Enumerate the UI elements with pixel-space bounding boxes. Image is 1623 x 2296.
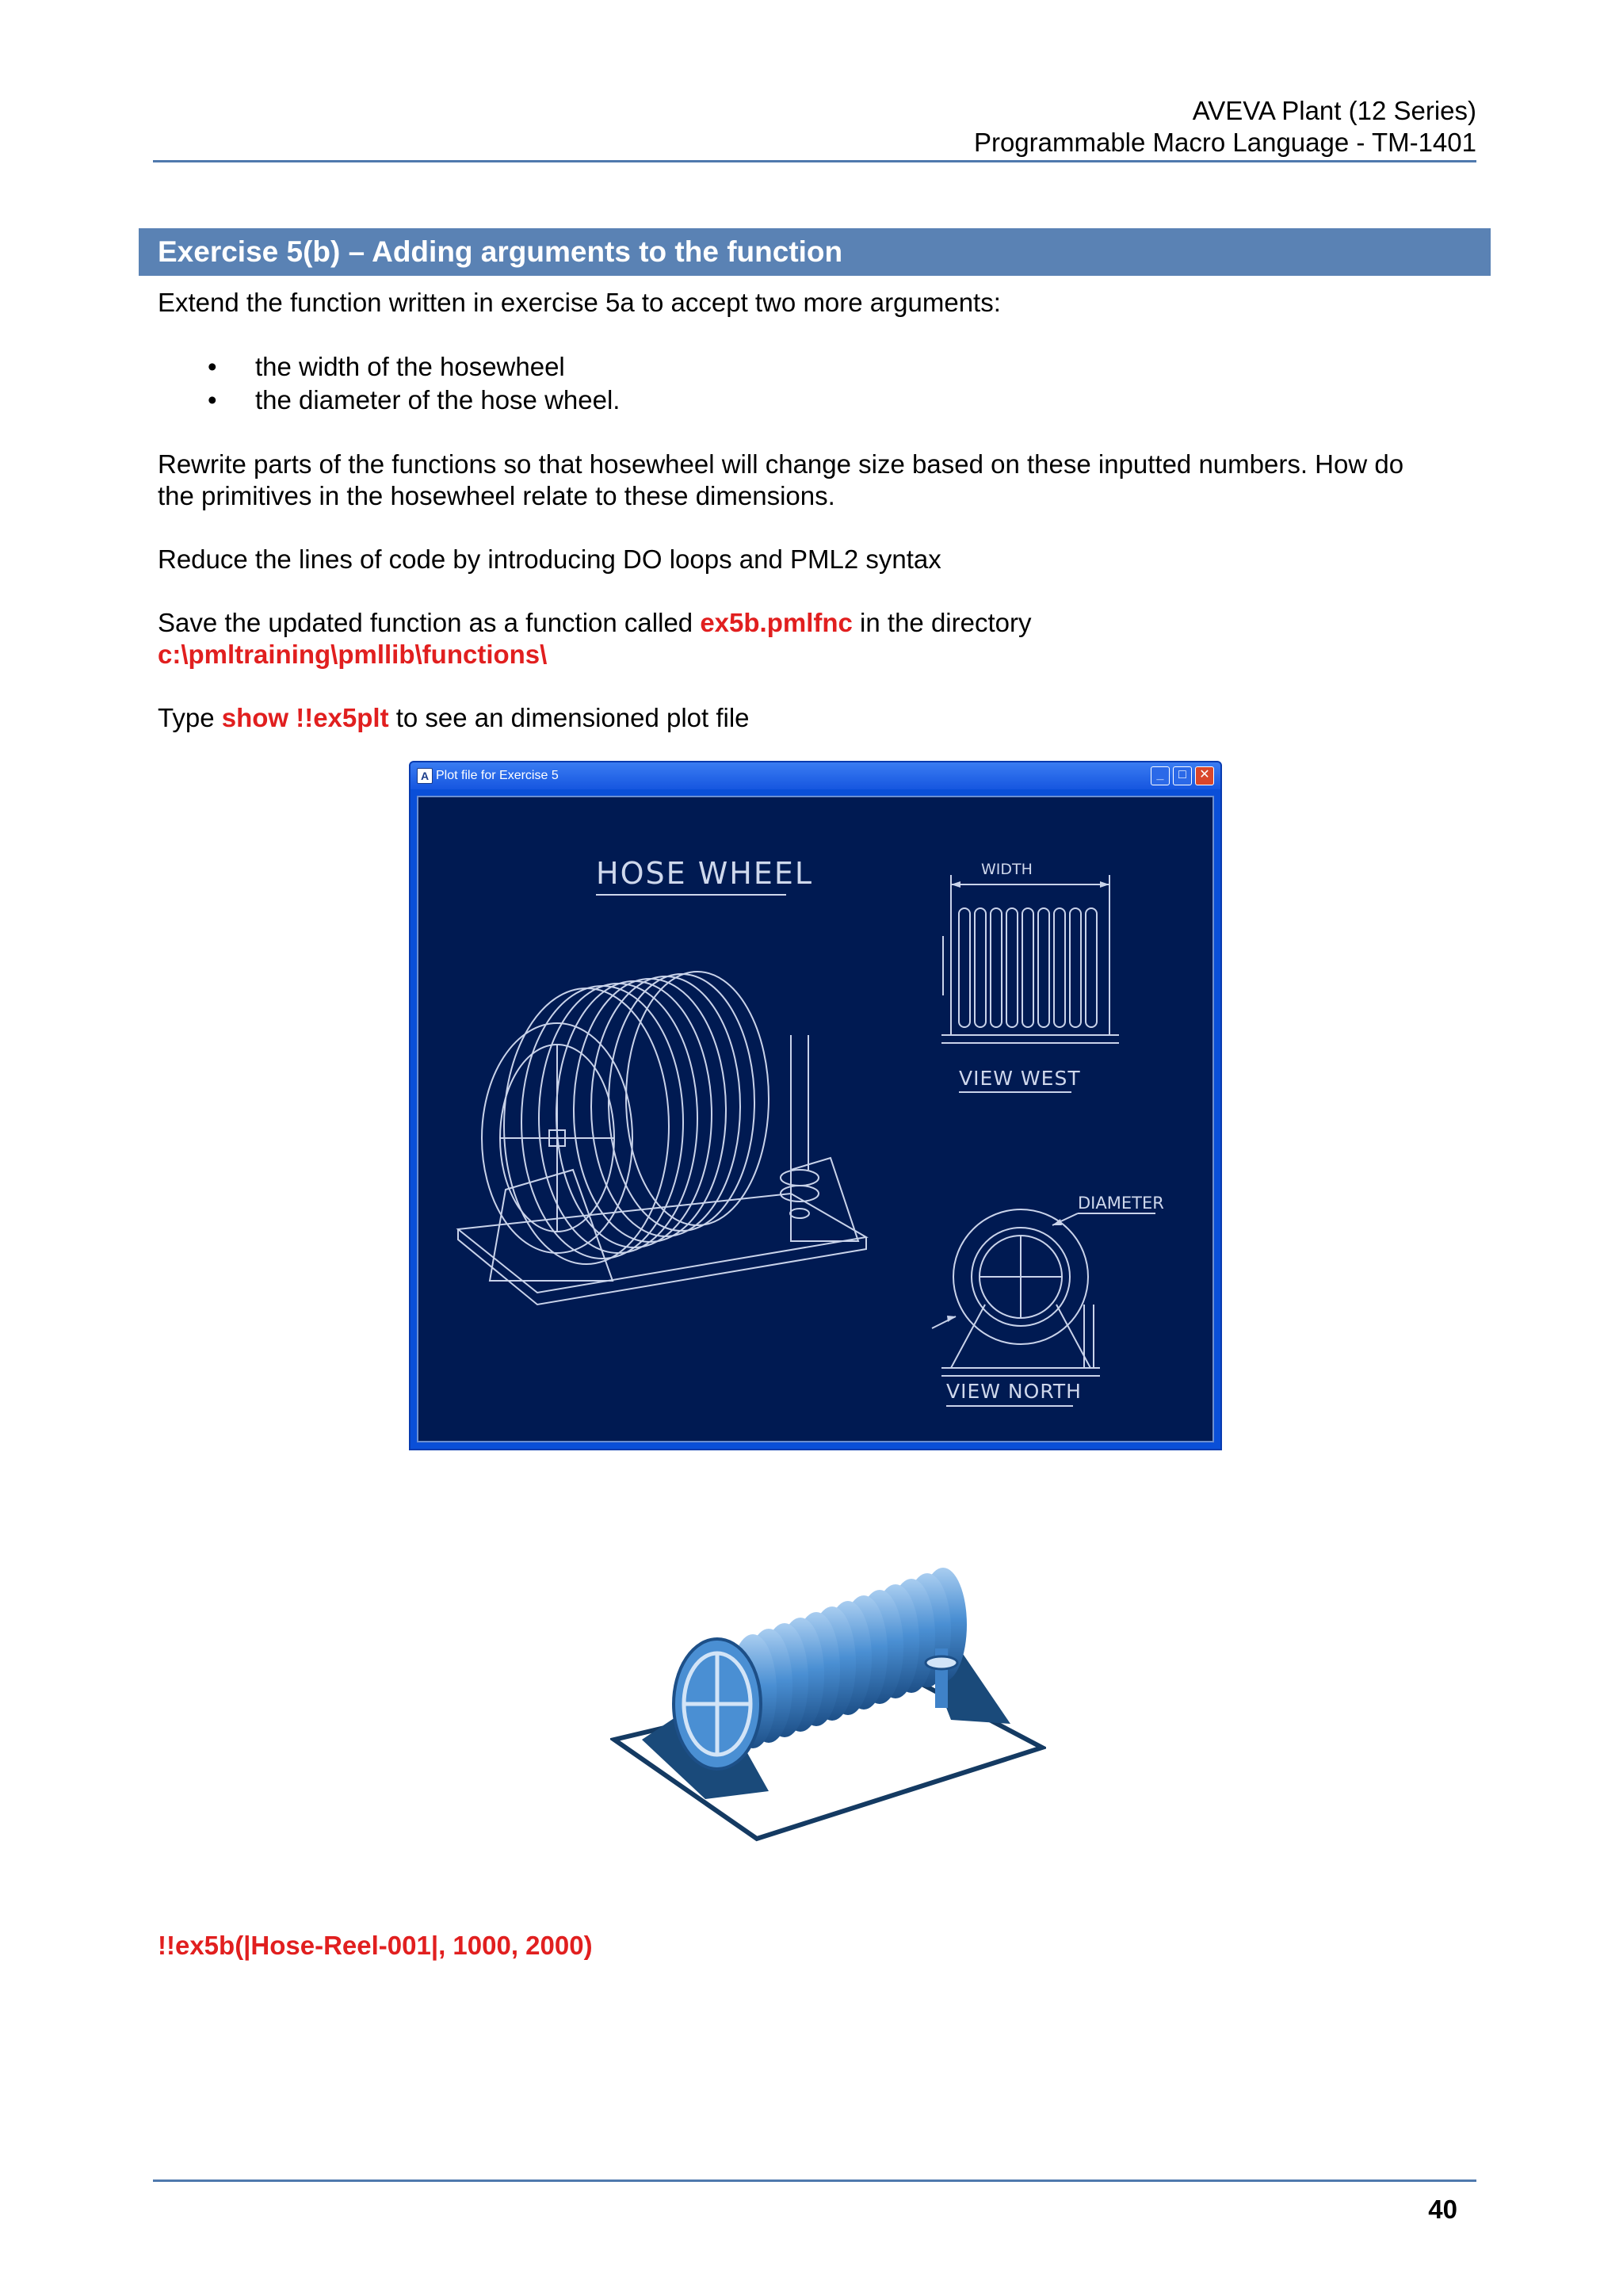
view-north-label: VIEW NORTH	[946, 1380, 1082, 1403]
save-text-post: in the directory	[852, 608, 1032, 637]
render-pipe-flange	[926, 1656, 957, 1669]
intro-text: Extend the function written in exercise 5a to accept two more arguments:	[158, 288, 1001, 317]
type-text-pre: Type	[158, 703, 222, 732]
west-coil	[1038, 908, 1049, 1027]
type-text-post: to see an dimensioned plot file	[388, 703, 750, 732]
plot-window	[409, 761, 1222, 1450]
diameter-label: DIAMETER	[1078, 1194, 1164, 1213]
west-coil	[959, 908, 970, 1027]
reduce-paragraph: Reduce the lines of code by introducing DO loops and PML2 syntax	[158, 544, 941, 574]
dim-arrow-left	[951, 881, 960, 888]
bullet-item-width: the width of the hosewheel	[255, 352, 565, 381]
exercise-heading: Exercise 5(b) – Adding arguments to the function	[139, 228, 1491, 276]
west-coil	[1070, 908, 1081, 1027]
bullet-glyph: •	[208, 385, 217, 415]
bullet-item-diameter: the diameter of the hose wheel.	[255, 385, 621, 415]
header-rule	[153, 160, 1476, 162]
close-button[interactable]: ✕	[1195, 766, 1214, 785]
width-label: WIDTH	[981, 861, 1033, 878]
west-coil	[1006, 908, 1018, 1027]
west-coil	[975, 908, 986, 1027]
save-directory: c:\pmltraining\pmllib\functions\	[158, 640, 548, 669]
plot-window-titlebar[interactable]	[411, 762, 1220, 789]
iso-pipe-end	[790, 1209, 809, 1218]
page-number: 40	[1428, 2195, 1457, 2224]
plot-canvas	[417, 796, 1214, 1442]
diameter-arrow	[947, 1316, 956, 1322]
iso-coil-ring	[591, 976, 740, 1236]
header-product: AVEVA Plant (12 Series)	[1192, 96, 1476, 125]
call-example: !!ex5b(|Hose-Reel-001|, 1000, 2000)	[158, 1931, 593, 1960]
dim-arrow-right	[1100, 881, 1109, 888]
west-coil	[1022, 908, 1033, 1027]
iso-coil-ring	[521, 986, 683, 1259]
maximize-button[interactable]: □	[1173, 766, 1192, 785]
west-coil	[991, 908, 1002, 1027]
rewrite-paragraph-line2: the primitives in the hosewheel relate to these dimensions.	[158, 481, 835, 510]
save-instruction	[158, 607, 1032, 639]
hose-reel-3d-render	[610, 1530, 1046, 1862]
plot-window-title: Plot file for Exercise 5	[436, 769, 559, 782]
iso-coil-ring	[504, 988, 669, 1264]
west-coil	[1054, 908, 1065, 1027]
hose-wheel-drawing	[418, 797, 1212, 1441]
app-icon: A	[417, 768, 433, 784]
west-coil	[1086, 908, 1097, 1027]
bullet-glyph: •	[208, 352, 217, 381]
iso-pipe-flange	[781, 1170, 819, 1186]
drawing-title: HOSE WHEEL	[596, 856, 814, 891]
view-west-label: VIEW WEST	[959, 1067, 1081, 1090]
minimize-button[interactable]: _	[1151, 766, 1170, 785]
footer-rule	[153, 2179, 1476, 2182]
save-text-pre: Save the updated function as a function called	[158, 608, 701, 637]
type-command: show !!ex5plt	[221, 703, 389, 732]
rewrite-paragraph-line1: Rewrite parts of the functions so that hosewheel will change size based on these inputted numbers. How do	[158, 449, 1404, 479]
iso-coil-ring	[556, 981, 712, 1247]
type-instruction	[158, 702, 750, 734]
save-filename: ex5b.pmlfnc	[700, 608, 853, 637]
header-course: Programmable Macro Language - TM-1401	[973, 128, 1476, 157]
